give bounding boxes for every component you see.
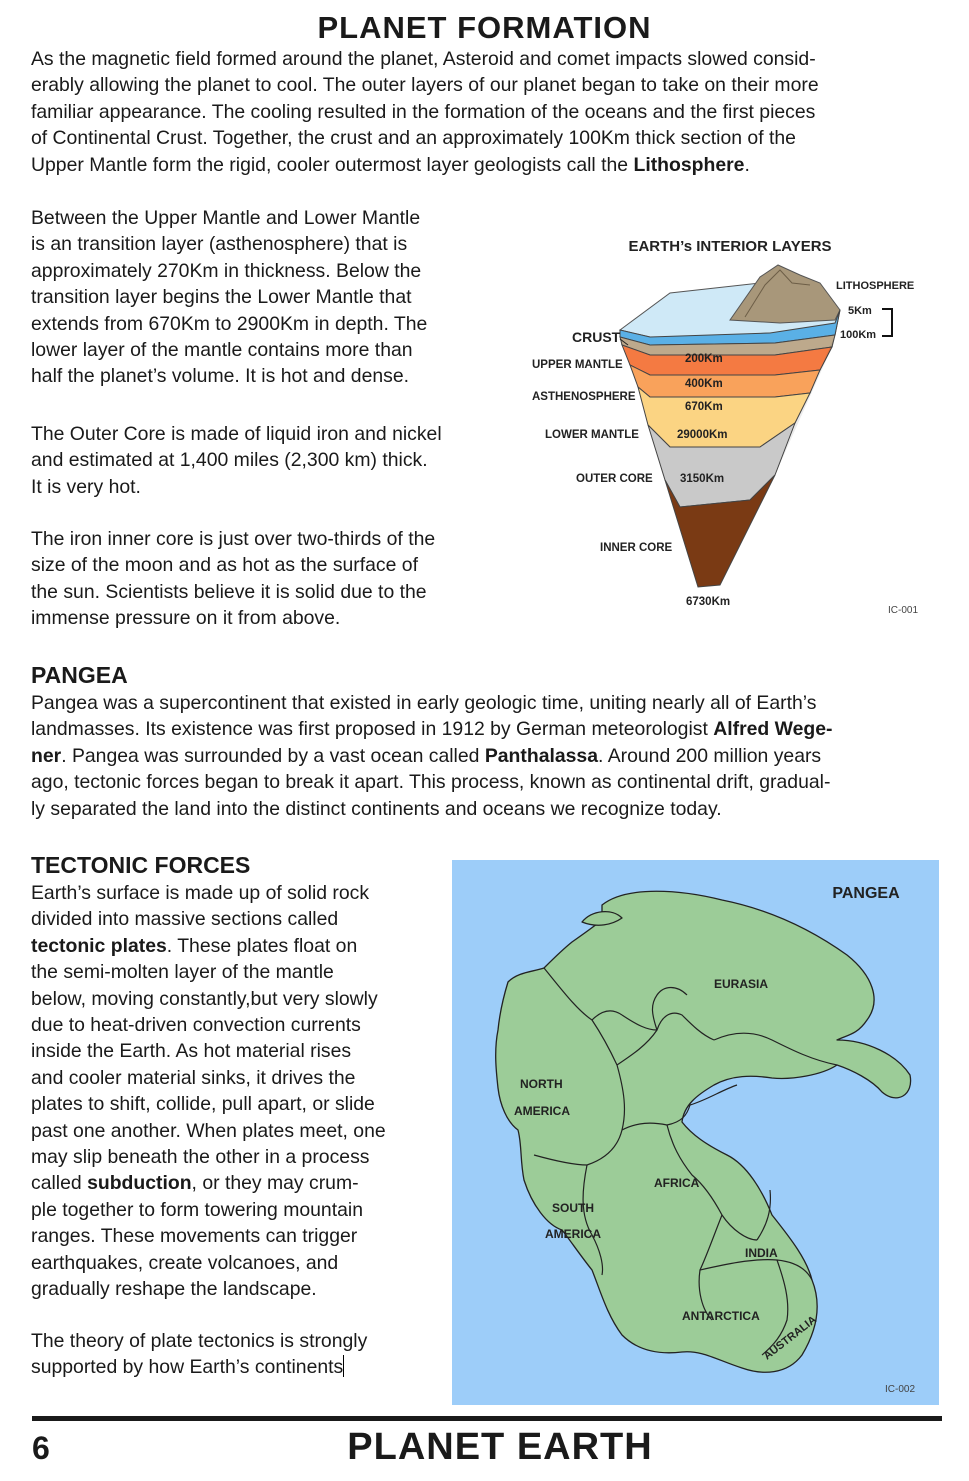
- depth-6730km: 6730Km: [686, 596, 731, 608]
- pangea-paragraph: Pangea was a supercontinent that existed in early geologic time, uniting nearly all of Earth’s landmasses. Its existence was first proposed in 1912 by German meteorologist Alfred Wege- ner. Pangea was surrounded by a vast ocean called Panthalassa. Around 200 million years ago, tectonic forces began to break it apart. This process, known as continental drift, gradual- ly separated the land into the distinct continents and oceans we recognize today.: [31, 692, 833, 820]
- text-cursor: [343, 1355, 344, 1377]
- theory-paragraph[interactable]: The theory of plate tectonics is strongly supported by how Earth’s continents: [31, 1330, 368, 1379]
- tectonic-heading: TECTONIC FORCES: [31, 852, 251, 878]
- term-panthalassa: Panthalassa: [484, 744, 599, 767]
- diagram-title: EARTH’s INTERIOR LAYERS: [628, 238, 832, 255]
- label-north-america: AMERICA: [514, 1104, 570, 1118]
- label-north: NORTH: [520, 1077, 563, 1091]
- earth-interior-diagram: [520, 225, 940, 625]
- term-subduction: subduction: [87, 1172, 192, 1195]
- label-outer-core: OUTER CORE: [576, 473, 653, 485]
- diagram-wedge: [620, 265, 840, 587]
- label-australia: AUSTRALIA: [761, 1313, 819, 1363]
- inner-core-paragraph: The iron inner core is just over two-thirds of the size of the moon and as hot as the surface of the sun. Scientists believe it is solid due to the immense pressure on it from above.: [31, 528, 436, 630]
- term-lithosphere: Lithosphere: [633, 153, 745, 176]
- page-title: PLANET FORMATION: [317, 10, 652, 45]
- footer-title: PLANET EARTH: [347, 1426, 653, 1468]
- map-title: PANGEA: [832, 885, 900, 902]
- lithosphere-bracket: [882, 309, 892, 336]
- label-eurasia: EURASIA: [714, 977, 769, 991]
- label-africa: AFRICA: [654, 1176, 700, 1190]
- label-100km: 100Km: [840, 329, 877, 341]
- map-id: IC-002: [885, 1384, 916, 1395]
- label-antarctica: ANTARCTICA: [682, 1309, 760, 1323]
- intro-paragraph: As the magnetic field formed around the planet, Asteroid and comet impacts slowed consid- erably allowing the planet to cool. The outer layers of our planet began to take on their more familiar appearance. The cooling resulted in the formation of the oceans and the first pieces of Continental Crust. Together, the crust and an approximately 100Km thick section of the Upper Mantle form the rigid, cooler outermost layer geologists call the Lithosphere.: [31, 48, 819, 176]
- label-asthenosphere: ASTHENOSPHERE: [532, 391, 636, 403]
- term-alfred-wegener: Alfred Wege-: [713, 718, 833, 741]
- depth-2900km: 29000Km: [677, 429, 728, 441]
- depth-3150km: 3150Km: [680, 473, 725, 485]
- label-5km: 5Km: [848, 305, 872, 317]
- label-lower-mantle: LOWER MANTLE: [545, 429, 639, 441]
- footer-rule: [32, 1416, 942, 1421]
- label-crust: CRUST: [572, 329, 621, 345]
- mantle-paragraph: Between the Upper Mantle and Lower Mantle is an transition layer (asthenosphere) that is approximately 270Km in thickness. Below the transition layer begins the Lower Mantle that extends from 670Km to 2900Km in depth. The lower layer of the mantle contains more than half the planet’s volume. It is hot and dense.: [31, 207, 428, 388]
- depth-670km: 670Km: [685, 401, 723, 413]
- depth-400km: 400Km: [685, 378, 723, 390]
- label-south-america: AMERICA: [545, 1227, 601, 1241]
- pangea-heading: PANGEA: [31, 662, 128, 688]
- outer-core-paragraph: The Outer Core is made of liquid iron and nickel and estimated at 1,400 miles (2,300 km) thick. It is very hot.: [31, 423, 442, 498]
- label-inner-core: INNER CORE: [600, 542, 673, 554]
- page-number: 6: [32, 1430, 50, 1466]
- label-upper-mantle: UPPER MANTLE: [532, 359, 623, 371]
- term-tectonic-plates: tectonic plates: [31, 934, 167, 957]
- pangea-map: [452, 860, 939, 1405]
- depth-200km: 200Km: [685, 353, 723, 365]
- label-lithosphere: LITHOSPHERE: [836, 280, 915, 292]
- diagram-id: IC-001: [888, 605, 919, 616]
- tectonic-paragraph: Earth’s surface is made up of solid rock divided into massive sections called tectonic plates. These plates float on the semi-molten layer of the mantle below, moving constantly,but very slowly due to heat-driven convection currents inside the Earth. As hot material rises and cooler material sinks, it drives the plates to shift, collide, pull apart, or slide past one another. When plates meet, one may slip beneath the other in a process called subduction, or they may crum- ple together to form towering mountain ranges. These movements can trigger earthquakes, create volcanoes, and gradually reshape the landscape.: [31, 882, 386, 1301]
- label-south: SOUTH: [552, 1201, 594, 1215]
- label-india: INDIA: [745, 1246, 778, 1260]
